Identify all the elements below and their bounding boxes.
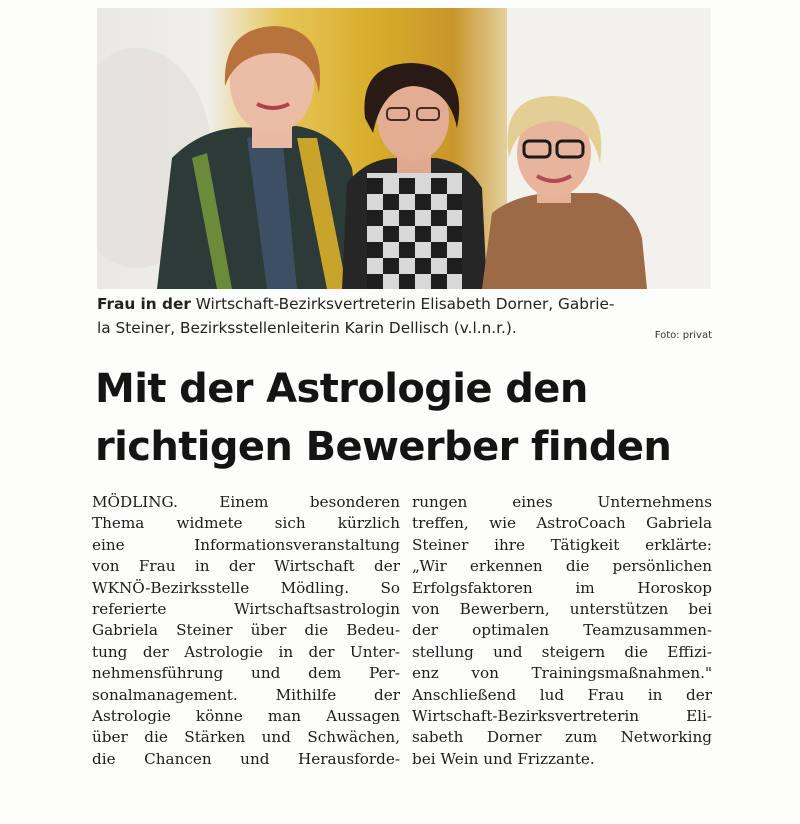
- text-line: tung der Astrologie in der Unter-: [92, 642, 400, 661]
- text-line: Anschließend lud Frau in der: [412, 685, 712, 704]
- text-line: die Chancen und Herausforde-: [92, 749, 400, 768]
- text-line: Erfolgsfaktoren im Horoskop: [412, 578, 712, 597]
- body-column-2: [412, 492, 712, 770]
- text-line: enz von Trainingsmaßnahmen.": [412, 664, 712, 683]
- headline: [95, 360, 725, 476]
- person-middle: [342, 63, 487, 289]
- photo-credit: Foto: privat: [654, 330, 712, 341]
- text-line: von Bewerbern, unterstützen bei: [412, 600, 712, 619]
- text-line: „Wir erkennen die persönlichen: [412, 557, 712, 576]
- text-line: MÖDLING. Einem besonderen: [92, 493, 400, 511]
- text-line: referierte Wirtschaftsastrologin: [92, 600, 400, 619]
- article-photo: [97, 8, 711, 289]
- caption-lead: Frau in der: [97, 295, 191, 313]
- text-line: Astrologie könne man Aussagen: [92, 707, 400, 726]
- headline-line-1: Mit der Astrologie den: [95, 366, 588, 412]
- text-line: sonalmanagement. Mithilfe der: [92, 685, 400, 704]
- text-line: treffen, wie AstroCoach Gabriela: [412, 514, 712, 533]
- text-line: sabeth Dorner zum Networking: [412, 728, 712, 747]
- photo-caption: [97, 292, 713, 340]
- photo-illustration: [97, 8, 711, 289]
- caption-line-1-text: Wirtschaft-Bezirksvertreterin Elisabeth Dorner, Gabrie-: [195, 295, 615, 313]
- body-column-1: [92, 492, 400, 770]
- text-line: rungen eines Unternehmens: [412, 493, 712, 511]
- text-line: eine Informationsveranstaltung: [92, 535, 400, 554]
- headline-line-2: richtigen Bewerber finden: [95, 424, 672, 470]
- text-line: über die Stärken und Schwächen,: [92, 728, 400, 747]
- text-line: Thema widmete sich kürzlich: [92, 514, 400, 533]
- text-line: der optimalen Teamzusammen-: [412, 621, 712, 640]
- caption-line-2: la Steiner, Bezirksstellenleiterin Karin Dellisch (v.l.n.r.).: [97, 319, 517, 337]
- text-line: von Frau in der Wirtschaft der: [92, 557, 400, 576]
- text-line: bei Wein und Frizzante.: [412, 749, 595, 768]
- person-left: [157, 26, 367, 289]
- text-line: WKNÖ-Bezirksstelle Mödling. So: [92, 578, 400, 597]
- text-line: stellung und steigern die Effizi-: [412, 642, 712, 661]
- text-line: Steiner ihre Tätigkeit erklärte:: [412, 535, 712, 554]
- text-line: nehmensführung und dem Per-: [92, 664, 400, 683]
- text-line: Wirtschaft-Bezirksvertreterin Eli-: [412, 707, 712, 726]
- caption-line-1: [97, 292, 713, 316]
- text-line: Gabriela Steiner über die Bedeu-: [92, 621, 400, 640]
